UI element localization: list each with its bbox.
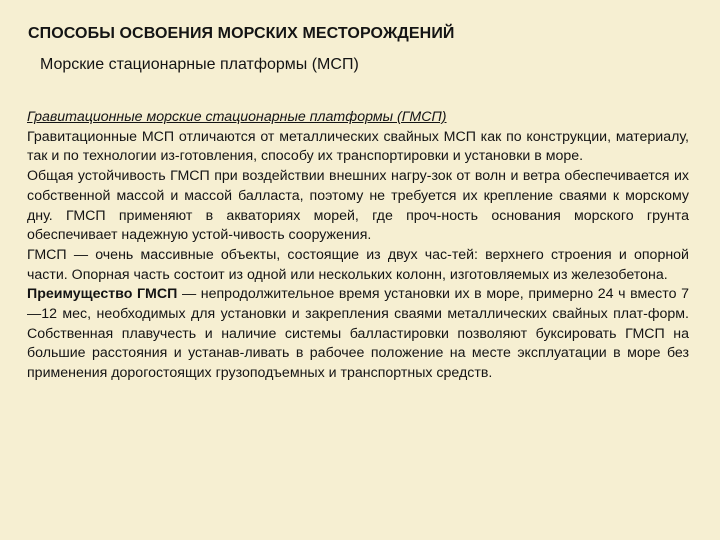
paragraph-construction: Гравитационные МСП отличаются от металлических свайных МСП как по конструкции, материалу, так и по технологии из-готовления, способу их транспортировки и установки в море. — [27, 128, 689, 165]
slide-subtitle: Морские стационарные платформы (МСП) — [40, 56, 359, 73]
paragraph-advantage — [27, 285, 689, 384]
paragraph-stability: Общая устойчивость ГМСП при воздействии внешних нагру-зок от волн и ветра обеспечивается их собственной массой и массой балласта, поэтому не требуется их крепление сваями к морскому дну. ГМСП применяют в акваториях морей, где проч-ность основания морского грунта обеспечивает надежную устой-чивость сооружения. — [27, 168, 689, 244]
paragraph-structure: ГМСП — очень массивные объекты, состоящие из двух час-тей: верхнего строения и опорной части. Опорная часть состоит из одной или нескольких колонн, изготовляемых из железобетона. — [27, 246, 689, 283]
slide-title: СПОСОБЫ ОСВОЕНИЯ МОРСКИХ МЕСТОРОЖДЕНИЙ — [28, 25, 455, 42]
advantage-text: — непродолжительное время установки их в море, примерно 24 ч вместо 7—12 мес, необходимых для установки и закрепления сваями металлических свайных плат-форм. Собственная плавучесть и наличие системы балластировки позволяют буксировать ГМСП на большие расстояния и устанав-ливать в рабочее положение на месте эксплуатации в море без применения дорогостоящих грузоподъемных и транспортных средств. — [27, 286, 689, 382]
advantage-lead: Преимущество ГМСП — [27, 286, 178, 303]
section-heading: Гравитационные морские стационарные платформы (ГМСП) — [27, 109, 447, 125]
slide-body — [27, 108, 689, 384]
